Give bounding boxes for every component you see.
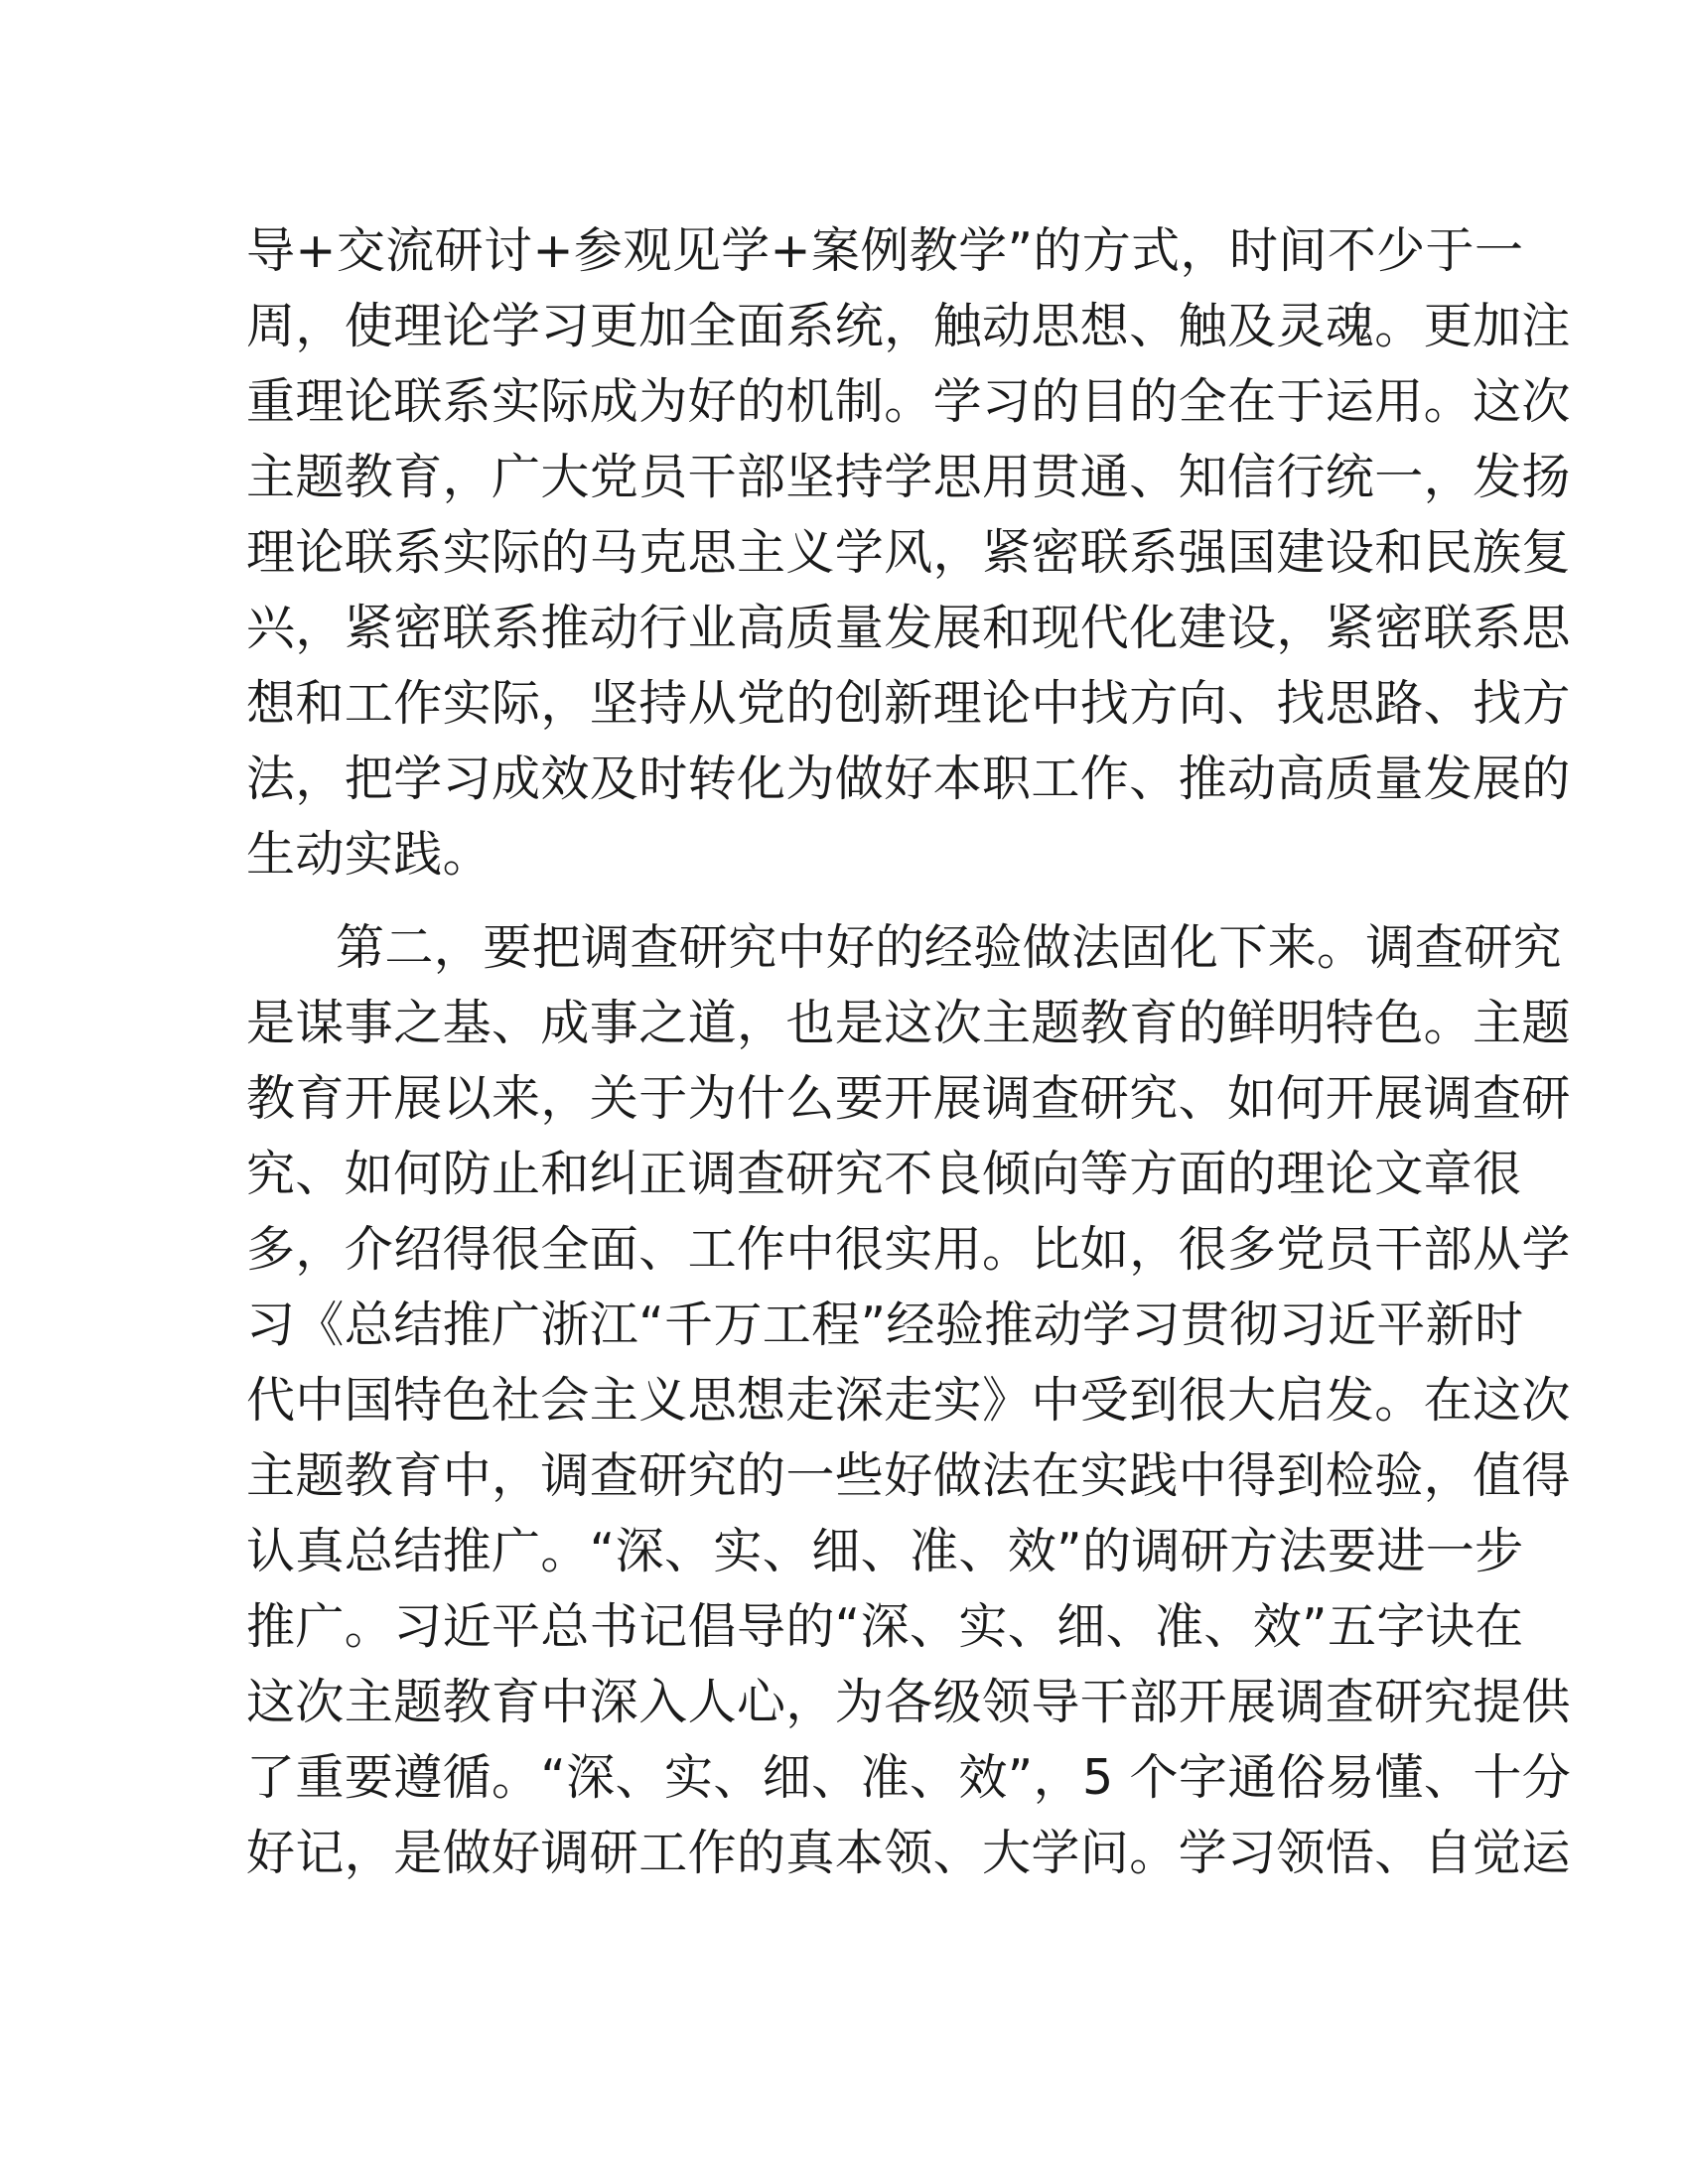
- paragraph-2: [246, 910, 1572, 1891]
- paragraph-1: [246, 213, 1571, 892]
- text-line: 教育开展以来，关于为什么要开展调查研究、如何开展调查研: [246, 1070, 1571, 1127]
- paragraph-gap: [246, 892, 1438, 910]
- text-line: 想和工作实际，坚持从党的创新理论中找方向、找思路、找方: [246, 675, 1571, 732]
- text-line: 主题教育中，调查研究的一些好做法在实践中得到检验，值得: [246, 1447, 1571, 1504]
- text-line: 了重要遵循。“深、实、细、准、效”，5 个字通俗易懂、十分: [246, 1749, 1572, 1806]
- text-line: 究、如何防止和纠正调查研究不良倾向等方面的理论文章很: [246, 1146, 1522, 1202]
- text-line: 习《总结推广浙江“千万工程”经验推动学习贯彻习近平新时: [246, 1297, 1524, 1353]
- text-line: 理论联系实际的马克思主义学风，紧密联系强国建设和民族复: [246, 524, 1571, 581]
- text-line: 认真总结推广。“深、实、细、准、效”的调研方法要进一步: [246, 1523, 1524, 1579]
- text-line: 生动实践。: [246, 826, 492, 883]
- text-line: 法，把学习成效及时转化为做好本职工作、推动高质量发展的: [246, 751, 1571, 807]
- text-line: 好记，是做好调研工作的真本领、大学问。学习领悟、自觉运: [246, 1825, 1571, 1881]
- text-line: 导+交流研讨+参观见学+案例教学”的方式，时间不少于一: [246, 222, 1524, 279]
- text-line: 推广。习近平总书记倡导的“深、实、细、准、效”五字诀在: [246, 1598, 1524, 1655]
- text-line: 重理论联系实际成为好的机制。学习的目的全在于运用。这次: [246, 373, 1571, 430]
- text-line: 代中国特色社会主义思想走深走实》中受到很大启发。在这次: [246, 1372, 1571, 1429]
- text-line: 周，使理论学习更加全面系统，触动思想、触及灵魂。更加注: [246, 298, 1571, 354]
- text-line: 多，介绍得很全面、工作中很实用。比如，很多党员干部从学: [246, 1221, 1571, 1278]
- text-line: 这次主题教育中深入人心，为各级领导干部开展调查研究提供: [246, 1674, 1571, 1730]
- text-line: 主题教育，广大党员干部坚持学思用贯通、知信行统一，发扬: [246, 449, 1571, 505]
- text-line: 是谋事之基、成事之道，也是这次主题教育的鲜明特色。主题: [246, 995, 1571, 1051]
- text-line: 兴，紧密联系推动行业高质量发展和现代化建设，紧密联系思: [246, 600, 1571, 656]
- document-body: [246, 213, 1572, 1891]
- text-line: 第二，要把调查研究中好的经验做法固化下来。调查研究: [336, 919, 1563, 976]
